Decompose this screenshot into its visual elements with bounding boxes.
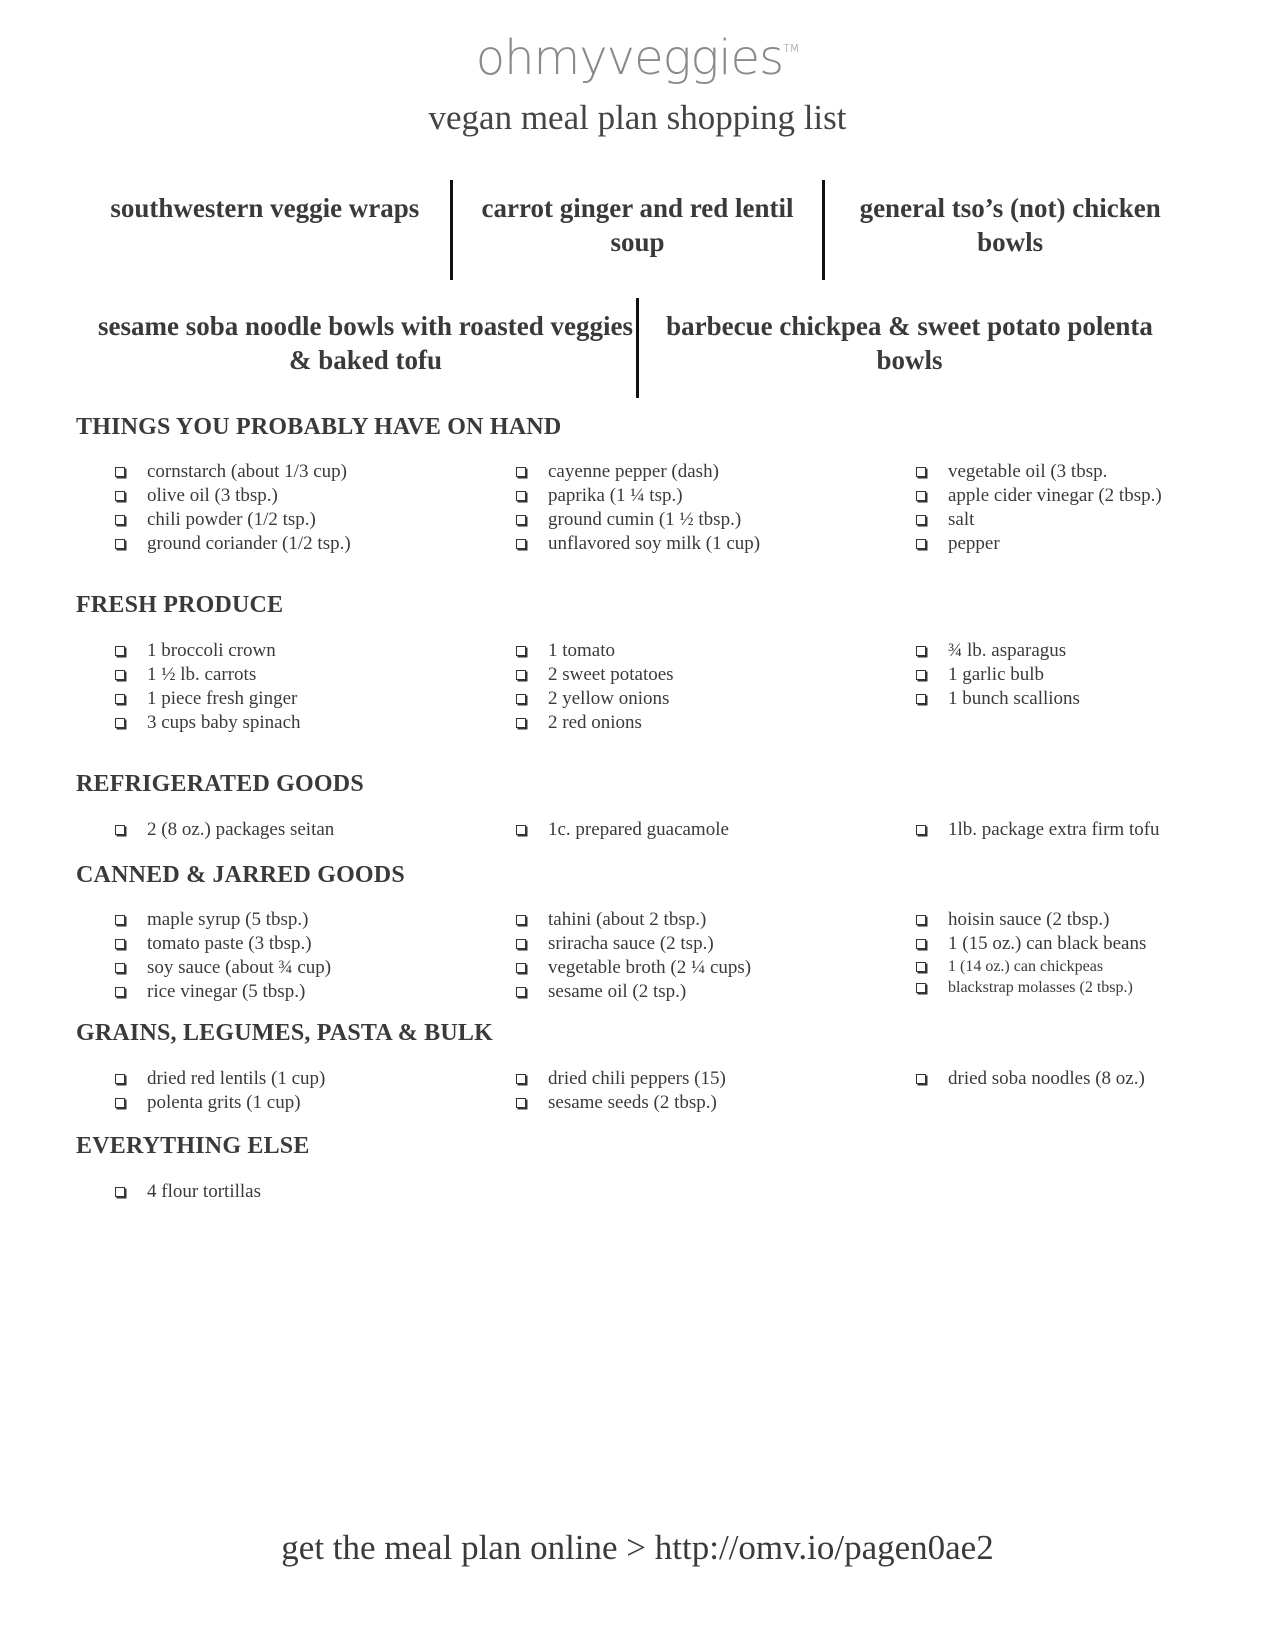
list-item[interactable] bbox=[514, 980, 751, 1004]
checkbox-icon[interactable] bbox=[115, 539, 125, 549]
footer-link[interactable]: get the meal plan online > http://omv.io/pagen0ae2 bbox=[281, 1528, 994, 1567]
item-column bbox=[113, 639, 301, 735]
section-title: FRESH PRODUCE bbox=[76, 592, 284, 618]
checkbox-icon[interactable] bbox=[516, 694, 526, 704]
list-item[interactable] bbox=[914, 818, 1160, 842]
item-label: ground cumin (1 ½ tbsp.) bbox=[548, 509, 742, 530]
list-item[interactable] bbox=[514, 818, 729, 842]
checkbox-icon[interactable] bbox=[916, 825, 926, 835]
list-item[interactable] bbox=[113, 956, 331, 980]
list-item[interactable] bbox=[514, 1091, 726, 1115]
item-label: apple cider vinegar (2 tbsp.) bbox=[948, 485, 1162, 506]
checkbox-icon[interactable] bbox=[516, 515, 526, 525]
checkbox-icon[interactable] bbox=[115, 963, 125, 973]
list-item[interactable] bbox=[113, 663, 301, 687]
item-column bbox=[113, 908, 331, 1004]
item-label: unflavored soy milk (1 cup) bbox=[548, 533, 761, 554]
list-item[interactable] bbox=[914, 956, 1146, 977]
checkbox-icon[interactable] bbox=[516, 963, 526, 973]
list-item[interactable] bbox=[113, 1091, 325, 1115]
checkbox-icon[interactable] bbox=[115, 1098, 125, 1108]
item-label: dried soba noodles (8 oz.) bbox=[948, 1068, 1145, 1089]
item-column bbox=[914, 460, 1162, 556]
section-title: CANNED & JARRED GOODS bbox=[76, 862, 405, 888]
item-column bbox=[514, 460, 760, 556]
list-item[interactable] bbox=[113, 639, 301, 663]
list-item[interactable] bbox=[514, 532, 760, 556]
item-label: dried red lentils (1 cup) bbox=[147, 1068, 326, 1089]
list-item[interactable] bbox=[514, 639, 674, 663]
list-item[interactable] bbox=[914, 460, 1162, 484]
item-label: soy sauce (about ¾ cup) bbox=[147, 957, 332, 978]
item-label: 1c. prepared guacamole bbox=[548, 819, 729, 840]
list-item[interactable] bbox=[514, 1067, 726, 1091]
list-item[interactable] bbox=[113, 711, 301, 735]
item-column bbox=[514, 818, 729, 842]
item-column bbox=[514, 908, 751, 1004]
list-item[interactable] bbox=[914, 663, 1080, 687]
checkbox-icon[interactable] bbox=[115, 825, 125, 835]
checkbox-icon[interactable] bbox=[115, 467, 125, 477]
item-column bbox=[113, 1180, 261, 1204]
checkbox-icon[interactable] bbox=[916, 983, 926, 993]
item-label: sesame oil (2 tsp.) bbox=[548, 981, 687, 1002]
list-item[interactable] bbox=[113, 532, 351, 556]
checkbox-icon[interactable] bbox=[516, 987, 526, 997]
logo-trademark: TM bbox=[783, 42, 800, 55]
item-label: 2 (8 oz.) packages seitan bbox=[147, 819, 335, 840]
logo bbox=[0, 30, 1275, 86]
item-label: sriracha sauce (2 tsp.) bbox=[548, 933, 714, 954]
item-label: olive oil (3 tbsp.) bbox=[147, 485, 278, 506]
checkbox-icon[interactable] bbox=[115, 718, 125, 728]
item-label: 1 tomato bbox=[548, 640, 616, 661]
item-label: 1 garlic bulb bbox=[948, 664, 1045, 685]
list-item[interactable] bbox=[914, 687, 1080, 711]
item-label: polenta grits (1 cup) bbox=[147, 1092, 301, 1113]
list-item[interactable] bbox=[514, 908, 751, 932]
checkbox-icon[interactable] bbox=[115, 1074, 125, 1084]
item-label: tomato paste (3 tbsp.) bbox=[147, 933, 312, 954]
checkbox-icon[interactable] bbox=[916, 539, 926, 549]
list-item[interactable] bbox=[514, 956, 751, 980]
item-column bbox=[914, 818, 1160, 842]
item-column bbox=[113, 1067, 325, 1115]
item-label: 3 cups baby spinach bbox=[147, 712, 301, 733]
list-item[interactable] bbox=[514, 687, 674, 711]
list-item[interactable] bbox=[914, 1067, 1145, 1091]
checkbox-icon[interactable] bbox=[516, 539, 526, 549]
item-label: 1 broccoli crown bbox=[147, 640, 276, 661]
meals-row-1 bbox=[80, 180, 1195, 280]
item-label: ground coriander (1/2 tsp.) bbox=[147, 533, 351, 554]
item-label: 1 bunch scallions bbox=[948, 688, 1080, 709]
list-item[interactable] bbox=[113, 818, 334, 842]
list-item[interactable] bbox=[514, 508, 760, 532]
section-title: THINGS YOU PROBABLY HAVE ON HAND bbox=[76, 414, 562, 440]
list-item[interactable] bbox=[113, 1067, 325, 1091]
checkbox-icon[interactable] bbox=[115, 491, 125, 501]
checkbox-icon[interactable] bbox=[916, 646, 926, 656]
checkbox-icon[interactable] bbox=[516, 1074, 526, 1084]
list-item[interactable] bbox=[113, 687, 301, 711]
item-label: blackstrap molasses (2 tbsp.) bbox=[948, 978, 1133, 996]
item-label: cayenne pepper (dash) bbox=[548, 461, 719, 482]
item-label: hoisin sauce (2 tbsp.) bbox=[948, 909, 1110, 930]
item-label: maple syrup (5 tbsp.) bbox=[147, 909, 309, 930]
item-label: tahini (about 2 tbsp.) bbox=[548, 909, 707, 930]
checkbox-icon[interactable] bbox=[115, 694, 125, 704]
item-column bbox=[914, 639, 1080, 711]
item-label: ¾ lb. asparagus bbox=[948, 640, 1067, 661]
list-item[interactable] bbox=[914, 532, 1162, 556]
list-item[interactable] bbox=[514, 484, 760, 508]
item-label: 1 ½ lb. carrots bbox=[147, 664, 257, 685]
meal-title: barbecue chickpea & sweet potato polenta bowls bbox=[666, 311, 1153, 375]
checkbox-icon[interactable] bbox=[516, 939, 526, 949]
list-item[interactable] bbox=[113, 508, 351, 532]
checkbox-icon[interactable] bbox=[115, 987, 125, 997]
checkbox-icon[interactable] bbox=[916, 962, 926, 972]
checkbox-icon[interactable] bbox=[516, 915, 526, 925]
meal-title: carrot ginger and red lentil soup bbox=[481, 193, 794, 257]
item-column bbox=[514, 1067, 726, 1115]
item-column bbox=[914, 1067, 1145, 1091]
checkbox-icon[interactable] bbox=[115, 646, 125, 656]
checkbox-icon[interactable] bbox=[516, 467, 526, 477]
list-item[interactable] bbox=[914, 908, 1146, 932]
checkbox-icon[interactable] bbox=[115, 915, 125, 925]
item-column bbox=[113, 460, 351, 556]
list-item[interactable] bbox=[914, 639, 1080, 663]
checkbox-icon[interactable] bbox=[916, 515, 926, 525]
checkbox-icon[interactable] bbox=[516, 825, 526, 835]
list-item[interactable] bbox=[514, 932, 751, 956]
item-label: sesame seeds (2 tbsp.) bbox=[548, 1092, 717, 1113]
item-label: rice vinegar (5 tbsp.) bbox=[147, 981, 306, 1002]
list-item[interactable] bbox=[514, 460, 760, 484]
list-item[interactable] bbox=[514, 711, 674, 735]
item-label: pepper bbox=[948, 533, 1000, 554]
item-label: 1 piece fresh ginger bbox=[147, 688, 298, 709]
list-item[interactable] bbox=[514, 663, 674, 687]
item-label: 4 flour tortillas bbox=[147, 1181, 261, 1202]
item-label: salt bbox=[948, 509, 975, 530]
item-label: 1 (14 oz.) can chickpeas bbox=[948, 957, 1104, 975]
checkbox-icon[interactable] bbox=[916, 939, 926, 949]
checkbox-icon[interactable] bbox=[516, 646, 526, 656]
list-item[interactable] bbox=[113, 980, 331, 1004]
item-label: paprika (1 ¼ tsp.) bbox=[548, 485, 683, 506]
list-item[interactable] bbox=[914, 484, 1162, 508]
checkbox-icon[interactable] bbox=[516, 718, 526, 728]
item-label: dried chili peppers (15) bbox=[548, 1068, 726, 1089]
item-label: 2 sweet potatoes bbox=[548, 664, 674, 685]
checkbox-icon[interactable] bbox=[916, 1074, 926, 1084]
item-label: vegetable oil (3 tbsp. bbox=[948, 461, 1108, 482]
meal-title: sesame soba noodle bowls with roasted veggies & baked tofu bbox=[97, 311, 634, 375]
list-item[interactable] bbox=[914, 508, 1162, 532]
list-item[interactable] bbox=[914, 977, 1146, 998]
item-label: cornstarch (about 1/3 cup) bbox=[147, 461, 347, 482]
item-label: 2 red onions bbox=[548, 712, 642, 733]
checkbox-icon[interactable] bbox=[115, 1187, 125, 1197]
checkbox-icon[interactable] bbox=[516, 491, 526, 501]
item-label: 2 yellow onions bbox=[548, 688, 670, 709]
checkbox-icon[interactable] bbox=[516, 1098, 526, 1108]
meals-row-2 bbox=[95, 298, 1180, 398]
list-item[interactable] bbox=[113, 908, 331, 932]
meal-title: southwestern veggie wraps bbox=[110, 193, 420, 223]
list-item[interactable] bbox=[113, 932, 331, 956]
list-item[interactable] bbox=[914, 932, 1146, 956]
item-label: vegetable broth (2 ¼ cups) bbox=[548, 957, 752, 978]
item-column bbox=[514, 639, 674, 735]
meal-title: general tso’s (not) chicken bowls bbox=[859, 193, 1161, 257]
checkbox-icon[interactable] bbox=[916, 915, 926, 925]
item-column bbox=[113, 818, 334, 842]
section-title: EVERYTHING ELSE bbox=[76, 1133, 310, 1159]
checkbox-icon[interactable] bbox=[516, 670, 526, 680]
item-label: 1 (15 oz.) can black beans bbox=[948, 933, 1147, 954]
section-title: REFRIGERATED GOODS bbox=[76, 771, 364, 797]
checkbox-icon[interactable] bbox=[916, 694, 926, 704]
item-label: chili powder (1/2 tsp.) bbox=[147, 509, 316, 530]
checkbox-icon[interactable] bbox=[115, 670, 125, 680]
item-label: 1lb. package extra firm tofu bbox=[948, 819, 1160, 840]
page-title: vegan meal plan shopping list bbox=[428, 98, 847, 137]
checkbox-icon[interactable] bbox=[115, 515, 125, 525]
checkbox-icon[interactable] bbox=[115, 939, 125, 949]
list-item[interactable] bbox=[113, 460, 351, 484]
checkbox-icon[interactable] bbox=[916, 670, 926, 680]
section-title: GRAINS, LEGUMES, PASTA & BULK bbox=[76, 1020, 493, 1046]
checkbox-icon[interactable] bbox=[916, 467, 926, 477]
list-item[interactable] bbox=[113, 1180, 261, 1204]
logo-text: ohmyveggies bbox=[475, 30, 784, 86]
list-item[interactable] bbox=[113, 484, 351, 508]
item-column bbox=[914, 908, 1146, 998]
checkbox-icon[interactable] bbox=[916, 491, 926, 501]
